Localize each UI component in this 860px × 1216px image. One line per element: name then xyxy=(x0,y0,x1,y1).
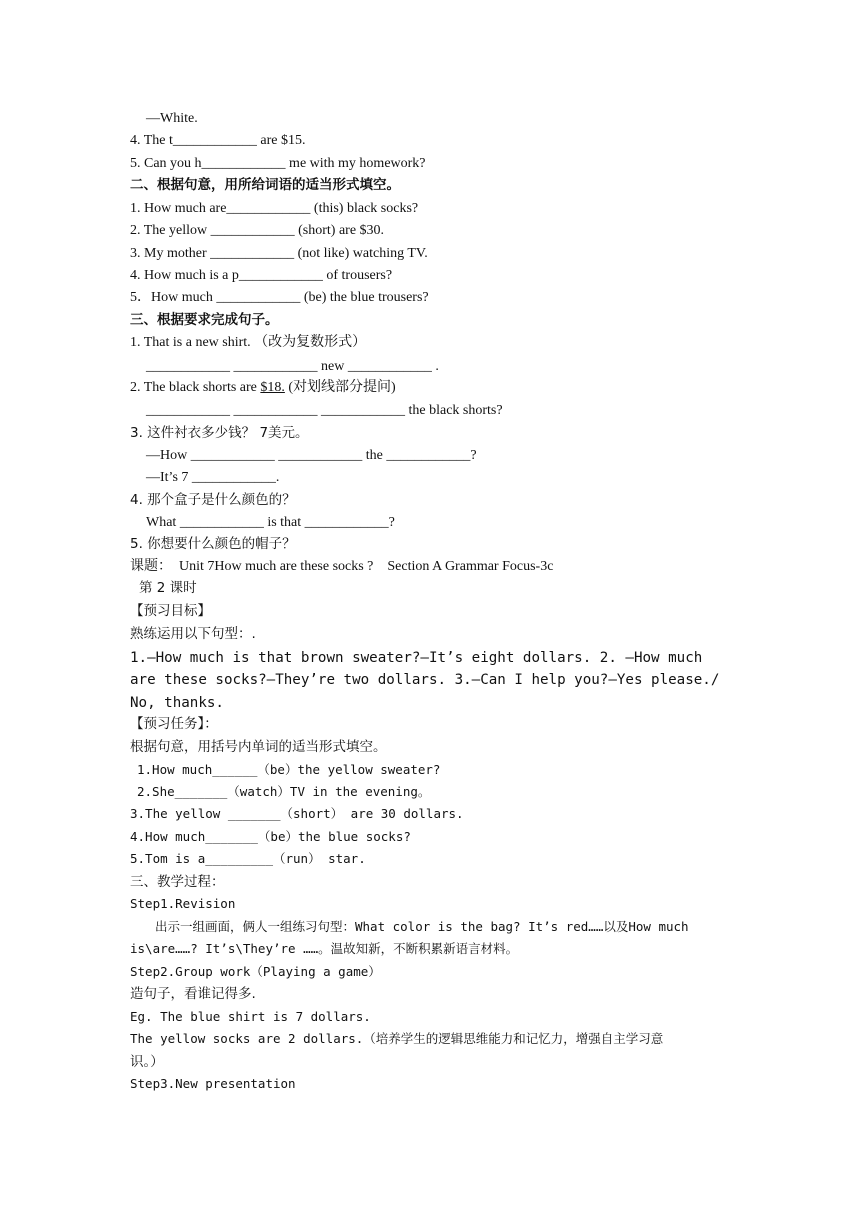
goal-line-1: 1.—How much is that brown sweater?—It’s eight dollars. 2. —How much xyxy=(130,650,703,666)
part3-q5: 5. 你想要什么颜色的帽子？ xyxy=(130,536,296,552)
lesson-period: 第 2 课时 xyxy=(139,580,197,596)
process-heading: 三、教学过程： xyxy=(130,874,225,890)
part3-q1-blanks: ____________ ____________ new ____________ . xyxy=(146,359,439,374)
part2-item-3: 3. My mother ____________ (not like) watching TV. xyxy=(130,246,428,261)
task-intro: 根据句意，用括号内单词的适当形式填空。 xyxy=(130,739,387,755)
part3-q3-answer-a: —How ____________ ____________ the ____________? xyxy=(146,448,477,463)
part3-q4-answer: What ____________ is that ____________? xyxy=(146,515,395,530)
answer-white: —White. xyxy=(146,111,198,126)
task-3: 3.The yellow _______（short） are 30 dollars. xyxy=(130,806,464,821)
part2-item-2: 2. The yellow ____________ (short) are $30. xyxy=(130,223,385,238)
part3-q2: 2. The black shorts are $18. (对划线部分提问) xyxy=(130,380,396,395)
goal-line-2: are these socks?—They’re two dollars. 3.—Can I help you?—Yes please./ xyxy=(130,672,720,688)
step2-line-4: 识。） xyxy=(130,1054,164,1070)
step2-title: Step2.Group work（Playing a game） xyxy=(130,964,381,979)
goal-intro: 熟练运用以下句型：. xyxy=(130,626,256,642)
part3-q3-answer-b: —It’s 7 ____________. xyxy=(146,470,280,485)
goal-line-3: No, thanks. xyxy=(130,695,224,711)
question-5: 5. Can you h____________ me with my homework? xyxy=(130,156,426,171)
part2-item-4: 4. How much is a p____________ of trousers? xyxy=(130,268,393,283)
step2-line-3: The yellow socks are 2 dollars.（培养学生的逻辑思维能力和记忆力，增强自主学习意 xyxy=(130,1031,664,1046)
task-4: 4.How much_______（be）the blue socks? xyxy=(130,829,411,844)
section-heading-2: 二、根据句意，用所给词语的适当形式填空。 xyxy=(130,177,400,193)
step3-title: Step3.New presentation xyxy=(130,1076,296,1091)
step2-line-2: Eg. The blue shirt is 7 dollars. xyxy=(130,1009,371,1024)
lesson-title: 课题： Unit 7How much are these socks ? Section A Grammar Focus-3c xyxy=(130,559,554,574)
step1-line-2: is\are……? It’s\They’re ……。温故知新，不断积累新语言材料。 xyxy=(130,941,519,956)
part3-q1: 1. That is a new shirt. （改为复数形式） xyxy=(130,335,367,350)
step1-line-1: 出示一组画面，俩人一组练习句型：What color is the bag? It’s red……以及How much xyxy=(155,919,689,934)
part3-q3: 3. 这件衬衣多少钱？ 7美元。 xyxy=(130,425,309,441)
underlined-price: $18. xyxy=(260,380,285,395)
task-2: 2.She_______（watch）TV in the evening。 xyxy=(137,784,431,799)
section-heading-3: 三、根据要求完成句子。 xyxy=(130,312,279,328)
step2-line-1: 造句子，看谁记得多. xyxy=(130,986,256,1002)
part2-item-1: 1. How much are____________ (this) black socks? xyxy=(130,201,419,216)
goal-heading: 【预习目标】 xyxy=(130,603,211,619)
question-4: 4. The t____________ are $15. xyxy=(130,133,306,148)
part2-item-5: 5．How much ____________ (be) the blue trousers? xyxy=(130,290,429,305)
task-1: 1.How much______（be）the yellow sweater? xyxy=(137,762,441,777)
task-heading: 【预习任务】： xyxy=(130,716,218,732)
part3-q2-blanks: ____________ ____________ ____________ the black shorts? xyxy=(146,403,503,418)
task-5: 5.Tom is a_________（run） star. xyxy=(130,851,366,866)
step1-title: Step1.Revision xyxy=(130,896,236,911)
part3-q4: 4. 那个盒子是什么颜色的？ xyxy=(130,492,296,508)
